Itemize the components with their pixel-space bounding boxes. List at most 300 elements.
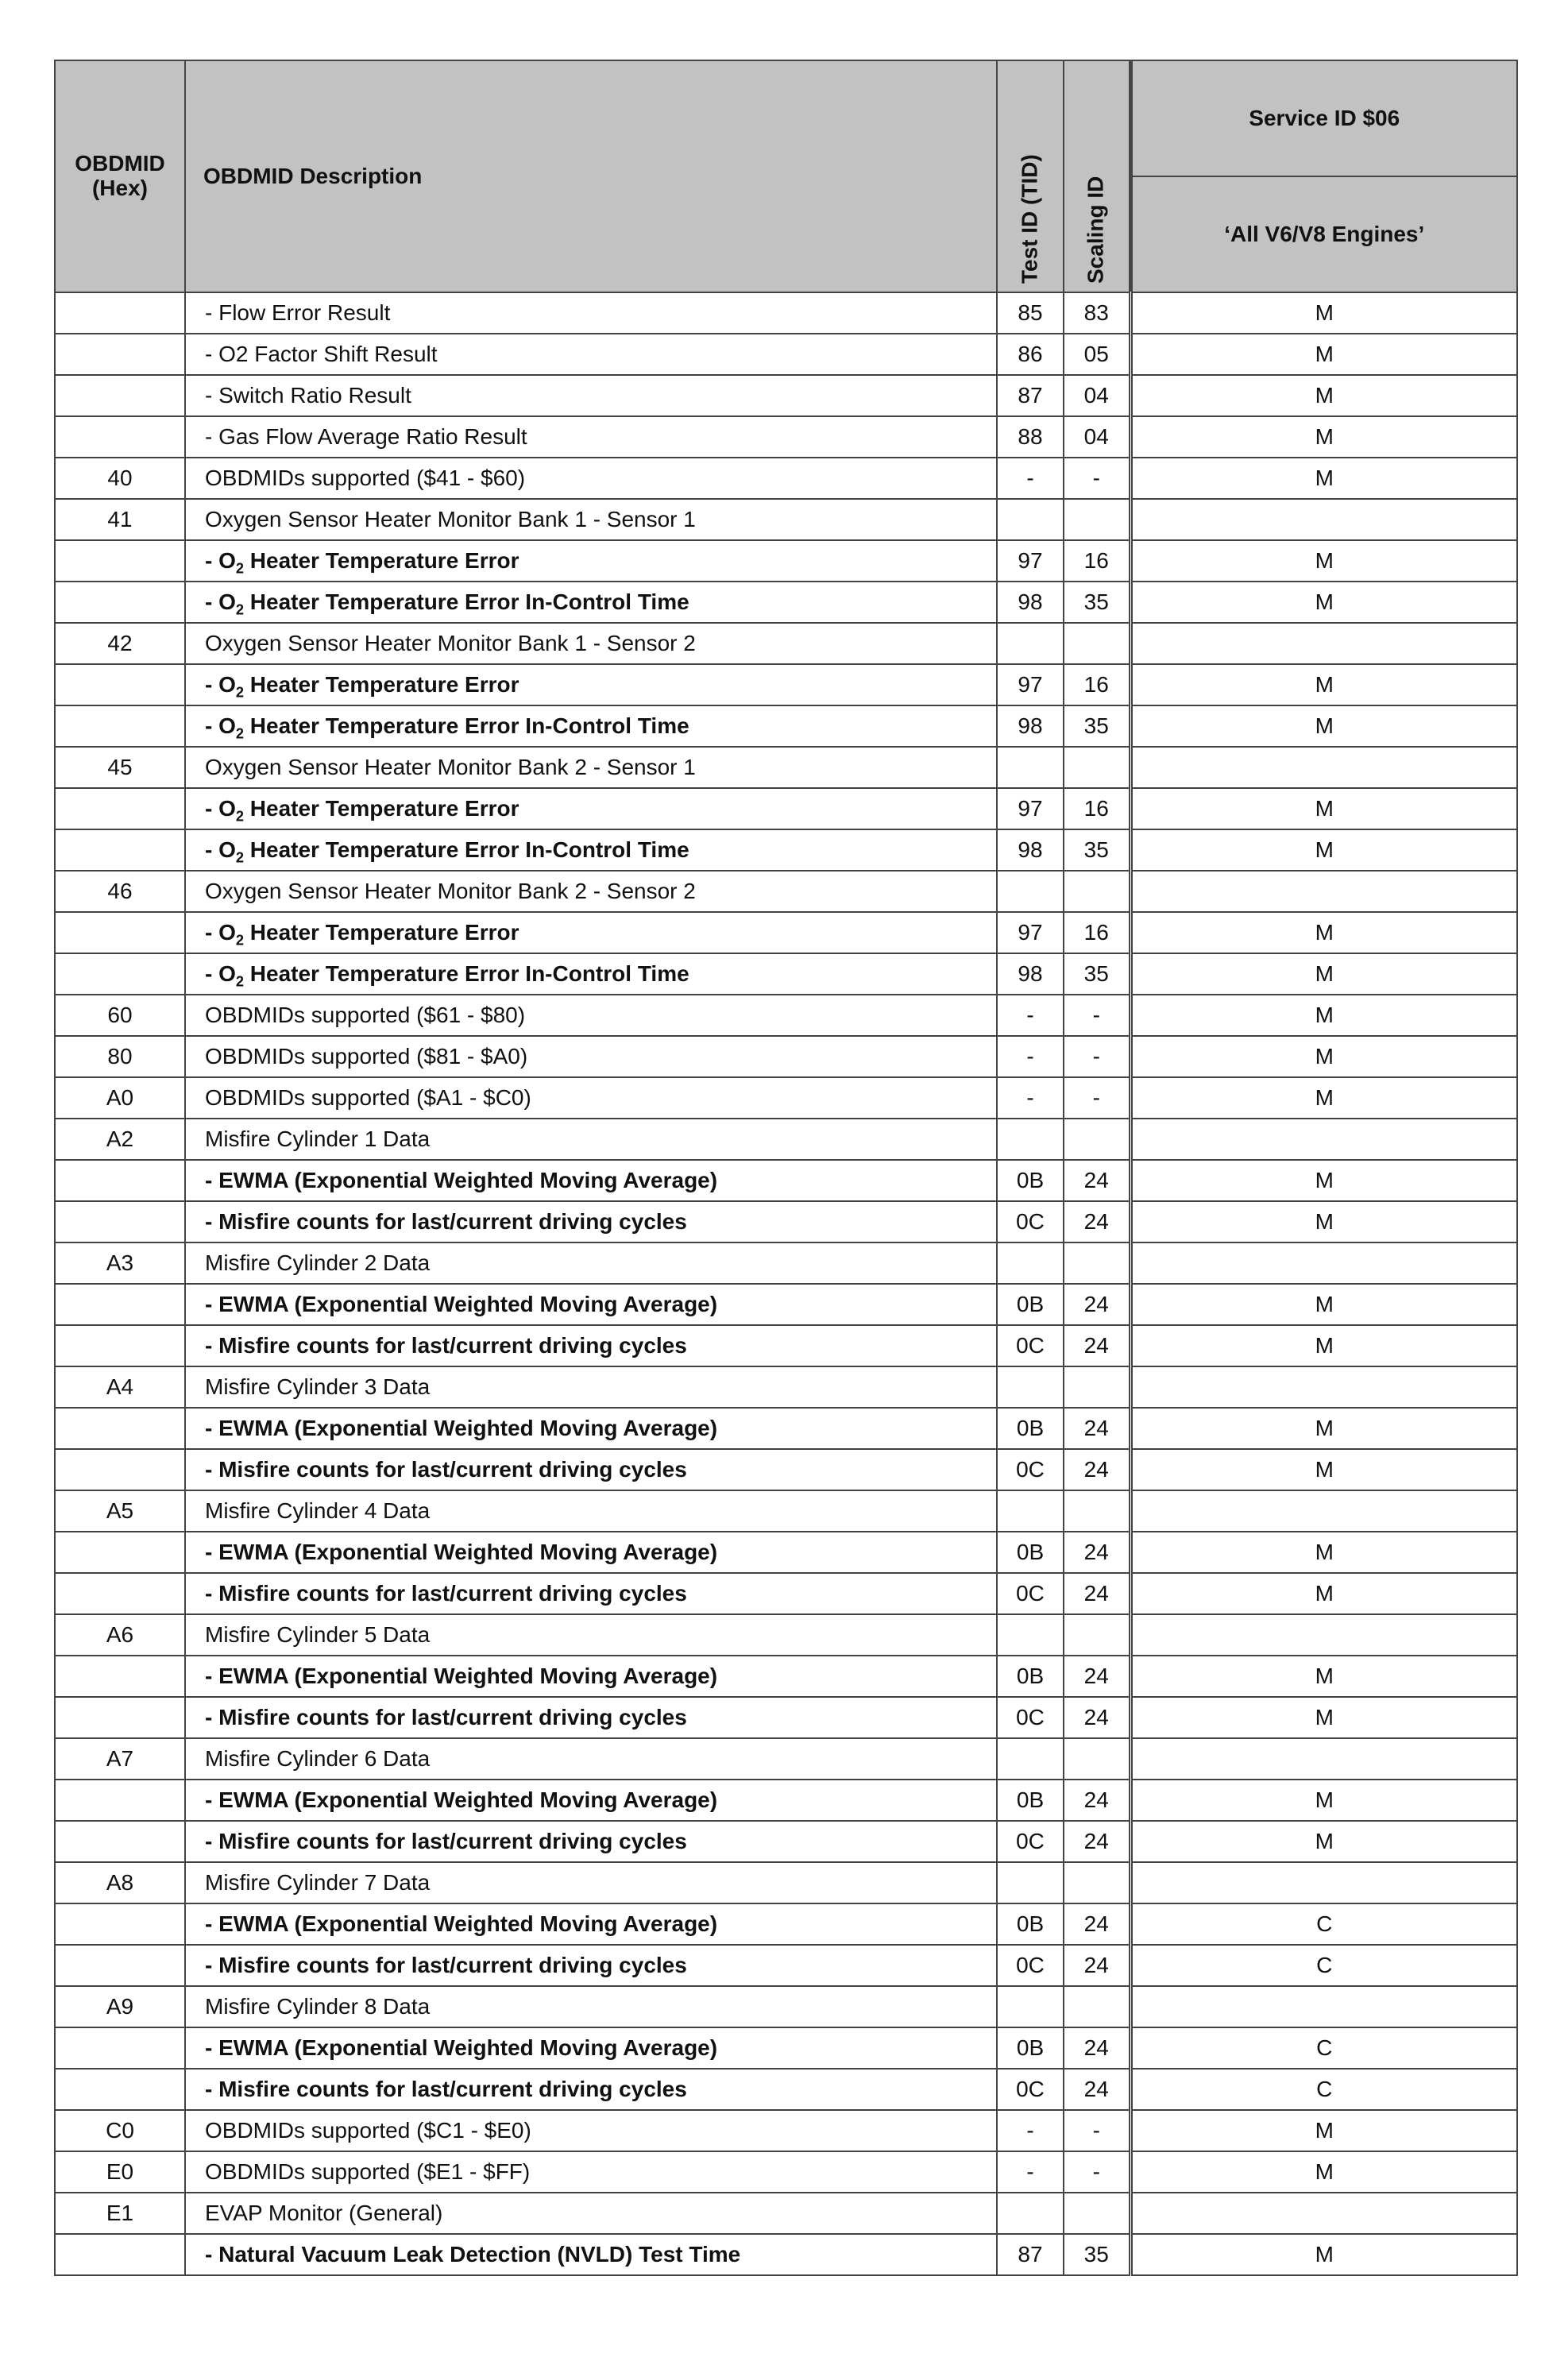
- obdmid-cell: C0: [55, 2110, 185, 2151]
- description-cell: Misfire Cylinder 4 Data: [185, 1490, 997, 1532]
- requirement-cell: M: [1130, 1036, 1517, 1077]
- scaling-id-cell: 24: [1064, 1780, 1130, 1821]
- requirement-cell: M: [1130, 912, 1517, 953]
- obdmid-cell: 80: [55, 1036, 185, 1077]
- table-row: [55, 1408, 1517, 1449]
- header-test-id-label: Test ID (TID): [1017, 154, 1042, 284]
- obdmid-cell: 60: [55, 995, 185, 1036]
- o2-prefix: - $O_2$: [205, 589, 245, 618]
- o2-prefix: - $O_2$: [205, 671, 245, 701]
- description-text: Heater Temperature Error: [249, 671, 519, 697]
- description-cell: [185, 912, 997, 953]
- obdmid-cell: [55, 1449, 185, 1490]
- scaling-id-cell: -: [1064, 1077, 1130, 1119]
- description-cell: [185, 540, 997, 582]
- description-cell: [185, 953, 997, 995]
- description-cell: Oxygen Sensor Heater Monitor Bank 1 - Sensor 1: [185, 499, 997, 540]
- obdmid-cell: [55, 416, 185, 458]
- description-cell: Misfire Cylinder 5 Data: [185, 1614, 997, 1656]
- description-cell: - O2 Factor Shift Result: [185, 334, 997, 375]
- scaling-id-cell: 24: [1064, 1449, 1130, 1490]
- scaling-id-cell: 35: [1064, 829, 1130, 871]
- o2-prefix: - $O_2$: [205, 960, 245, 990]
- test-id-cell: 98: [997, 829, 1064, 871]
- table-row: [55, 499, 1517, 540]
- obdmid-cell: [55, 1284, 185, 1325]
- description-cell: - Misfire counts for last/current driving cycles: [185, 1697, 997, 1738]
- description-cell: OBDMIDs supported ($E1 - $FF): [185, 2151, 997, 2193]
- description-cell: - Misfire counts for last/current driving cycles: [185, 1821, 997, 1862]
- scaling-id-cell: [1064, 1862, 1130, 1903]
- obdmid-cell: [55, 953, 185, 995]
- requirement-cell: M: [1130, 788, 1517, 829]
- table-row: [55, 1284, 1517, 1325]
- obdmid-cell: E1: [55, 2193, 185, 2234]
- table-row: [55, 334, 1517, 375]
- scaling-id-cell: -: [1064, 1036, 1130, 1077]
- description-text: Heater Temperature Error In-Control Time: [249, 837, 689, 862]
- requirement-cell: [1130, 1119, 1517, 1160]
- o2-prefix: - $O_2$: [205, 919, 245, 949]
- requirement-cell: M: [1130, 540, 1517, 582]
- obdmid-cell: [55, 664, 185, 705]
- description-cell: Oxygen Sensor Heater Monitor Bank 1 - Sensor 2: [185, 623, 997, 664]
- obdmid-cell: [55, 2069, 185, 2110]
- test-id-cell: 0C: [997, 1945, 1064, 1986]
- requirement-cell: [1130, 499, 1517, 540]
- scaling-id-cell: -: [1064, 2110, 1130, 2151]
- test-id-cell: -: [997, 995, 1064, 1036]
- scaling-id-cell: 24: [1064, 1656, 1130, 1697]
- table-body: [55, 292, 1517, 2275]
- scaling-id-cell: [1064, 871, 1130, 912]
- obdmid-cell: A8: [55, 1862, 185, 1903]
- requirement-cell: [1130, 871, 1517, 912]
- requirement-cell: M: [1130, 1284, 1517, 1325]
- obdmid-cell: 42: [55, 623, 185, 664]
- requirement-cell: M: [1130, 1408, 1517, 1449]
- requirement-cell: M: [1130, 416, 1517, 458]
- obdmid-cell: [55, 292, 185, 334]
- obdmid-cell: 41: [55, 499, 185, 540]
- obdmid-cell: [55, 1656, 185, 1697]
- test-id-cell: -: [997, 1077, 1064, 1119]
- obdmid-cell: A5: [55, 1490, 185, 1532]
- scaling-id-cell: 24: [1064, 1821, 1130, 1862]
- obdmid-cell: [55, 1408, 185, 1449]
- description-cell: Oxygen Sensor Heater Monitor Bank 2 - Sensor 2: [185, 871, 997, 912]
- requirement-cell: [1130, 747, 1517, 788]
- obdmid-cell: A2: [55, 1119, 185, 1160]
- description-text: Heater Temperature Error: [249, 547, 519, 573]
- requirement-cell: [1130, 2193, 1517, 2234]
- description-cell: Misfire Cylinder 7 Data: [185, 1862, 997, 1903]
- test-id-cell: 88: [997, 416, 1064, 458]
- test-id-cell: 0C: [997, 1201, 1064, 1242]
- requirement-cell: M: [1130, 292, 1517, 334]
- requirement-cell: [1130, 1366, 1517, 1408]
- test-id-cell: 98: [997, 582, 1064, 623]
- table-row: [55, 1780, 1517, 1821]
- obdmid-cell: [55, 705, 185, 747]
- description-cell: [185, 788, 997, 829]
- requirement-cell: M: [1130, 995, 1517, 1036]
- obdmid-cell: [55, 912, 185, 953]
- description-cell: - EWMA (Exponential Weighted Moving Average): [185, 1408, 997, 1449]
- scaling-id-cell: 04: [1064, 375, 1130, 416]
- table-row: [55, 1532, 1517, 1573]
- test-id-cell: [997, 1862, 1064, 1903]
- requirement-cell: M: [1130, 1325, 1517, 1366]
- description-text: Heater Temperature Error In-Control Time: [249, 713, 689, 738]
- description-text: Heater Temperature Error In-Control Time: [249, 960, 689, 986]
- test-id-cell: 0B: [997, 1903, 1064, 1945]
- test-id-cell: 98: [997, 953, 1064, 995]
- test-id-cell: 0B: [997, 1408, 1064, 1449]
- requirement-cell: M: [1130, 829, 1517, 871]
- description-cell: Misfire Cylinder 3 Data: [185, 1366, 997, 1408]
- obdmid-cell: [55, 829, 185, 871]
- table-row: [55, 871, 1517, 912]
- requirement-cell: [1130, 1986, 1517, 2027]
- test-id-cell: 97: [997, 664, 1064, 705]
- table-row: [55, 1490, 1517, 1532]
- obdmid-cell: A0: [55, 1077, 185, 1119]
- test-id-cell: [997, 1242, 1064, 1284]
- requirement-cell: M: [1130, 1821, 1517, 1862]
- scaling-id-cell: [1064, 499, 1130, 540]
- obdmid-cell: A3: [55, 1242, 185, 1284]
- description-cell: [185, 582, 997, 623]
- header-engine-group: ‘All V6/V8 Engines’: [1130, 176, 1517, 292]
- scaling-id-cell: [1064, 1614, 1130, 1656]
- scaling-id-cell: 24: [1064, 1325, 1130, 1366]
- test-id-cell: 85: [997, 292, 1064, 334]
- test-id-cell: 0B: [997, 1532, 1064, 1573]
- obdmid-cell: [55, 334, 185, 375]
- description-text: Heater Temperature Error In-Control Time: [249, 589, 689, 614]
- table-row: [55, 1242, 1517, 1284]
- obdmid-cell: [55, 2027, 185, 2069]
- obdmid-cell: A7: [55, 1738, 185, 1780]
- description-text: Heater Temperature Error: [249, 795, 519, 821]
- requirement-cell: C: [1130, 2027, 1517, 2069]
- requirement-cell: M: [1130, 2110, 1517, 2151]
- scaling-id-cell: -: [1064, 995, 1130, 1036]
- test-id-cell: 0B: [997, 1780, 1064, 1821]
- description-cell: [185, 664, 997, 705]
- test-id-cell: 97: [997, 540, 1064, 582]
- scaling-id-cell: 24: [1064, 2027, 1130, 2069]
- requirement-cell: M: [1130, 375, 1517, 416]
- description-cell: - Gas Flow Average Ratio Result: [185, 416, 997, 458]
- test-id-cell: [997, 1986, 1064, 2027]
- description-cell: OBDMIDs supported ($A1 - $C0): [185, 1077, 997, 1119]
- test-id-cell: 98: [997, 705, 1064, 747]
- header-test-id: [997, 60, 1064, 292]
- requirement-cell: M: [1130, 458, 1517, 499]
- table-row: [55, 2110, 1517, 2151]
- table-row: [55, 1697, 1517, 1738]
- description-cell: - Switch Ratio Result: [185, 375, 997, 416]
- table-row: [55, 2151, 1517, 2193]
- test-id-cell: 0B: [997, 1160, 1064, 1201]
- test-id-cell: 86: [997, 334, 1064, 375]
- description-cell: - EWMA (Exponential Weighted Moving Average): [185, 1284, 997, 1325]
- scaling-id-cell: 04: [1064, 416, 1130, 458]
- requirement-cell: M: [1130, 334, 1517, 375]
- table-row: [55, 1945, 1517, 1986]
- table-row: [55, 664, 1517, 705]
- description-cell: OBDMIDs supported ($61 - $80): [185, 995, 997, 1036]
- description-cell: OBDMIDs supported ($41 - $60): [185, 458, 997, 499]
- requirement-cell: [1130, 1862, 1517, 1903]
- scaling-id-cell: 16: [1064, 664, 1130, 705]
- header-description: OBDMID Description: [185, 60, 997, 292]
- table-row: [55, 1077, 1517, 1119]
- o2-prefix: - $O_2$: [205, 795, 245, 825]
- header-obdmid-hex: [55, 60, 185, 292]
- test-id-cell: -: [997, 1036, 1064, 1077]
- requirement-cell: M: [1130, 2234, 1517, 2275]
- obdmid-cell: E0: [55, 2151, 185, 2193]
- table-row: [55, 1036, 1517, 1077]
- obdmid-cell: A6: [55, 1614, 185, 1656]
- test-id-cell: 0C: [997, 1325, 1064, 1366]
- table-row: [55, 1903, 1517, 1945]
- scaling-id-cell: -: [1064, 2151, 1130, 2193]
- description-cell: Misfire Cylinder 6 Data: [185, 1738, 997, 1780]
- scaling-id-cell: 24: [1064, 1945, 1130, 1986]
- table-row: [55, 458, 1517, 499]
- description-cell: OBDMIDs supported ($C1 - $E0): [185, 2110, 997, 2151]
- test-id-cell: 0C: [997, 1697, 1064, 1738]
- description-cell: - EWMA (Exponential Weighted Moving Average): [185, 1160, 997, 1201]
- test-id-cell: [997, 1119, 1064, 1160]
- test-id-cell: 0C: [997, 2069, 1064, 2110]
- obdmid-cell: [55, 375, 185, 416]
- description-cell: - Natural Vacuum Leak Detection (NVLD) Test Time: [185, 2234, 997, 2275]
- scaling-id-cell: [1064, 1119, 1130, 1160]
- obdmid-cell: [55, 1821, 185, 1862]
- scaling-id-cell: [1064, 1490, 1130, 1532]
- description-cell: - Misfire counts for last/current driving cycles: [185, 2069, 997, 2110]
- description-cell: [185, 705, 997, 747]
- test-id-cell: 0B: [997, 1656, 1064, 1697]
- obdmid-cell: [55, 1945, 185, 1986]
- description-cell: Oxygen Sensor Heater Monitor Bank 2 - Sensor 1: [185, 747, 997, 788]
- table-row: [55, 582, 1517, 623]
- requirement-cell: M: [1130, 1573, 1517, 1614]
- table-row: [55, 1366, 1517, 1408]
- obdmid-cell: [55, 1160, 185, 1201]
- table-row: [55, 1821, 1517, 1862]
- obdmid-cell: 46: [55, 871, 185, 912]
- table-row: [55, 2069, 1517, 2110]
- table-row: [55, 1656, 1517, 1697]
- requirement-cell: M: [1130, 1780, 1517, 1821]
- test-id-cell: [997, 1614, 1064, 1656]
- test-id-cell: 0C: [997, 1573, 1064, 1614]
- requirement-cell: M: [1130, 1697, 1517, 1738]
- test-id-cell: -: [997, 458, 1064, 499]
- description-cell: - Misfire counts for last/current driving cycles: [185, 1449, 997, 1490]
- table-row: [55, 995, 1517, 1036]
- requirement-cell: [1130, 1738, 1517, 1780]
- requirement-cell: M: [1130, 2151, 1517, 2193]
- obdmid-cell: A9: [55, 1986, 185, 2027]
- table-row: [55, 788, 1517, 829]
- scaling-id-cell: 05: [1064, 334, 1130, 375]
- description-cell: Misfire Cylinder 8 Data: [185, 1986, 997, 2027]
- test-id-cell: [997, 1366, 1064, 1408]
- test-id-cell: 97: [997, 912, 1064, 953]
- requirement-cell: M: [1130, 582, 1517, 623]
- description-cell: - EWMA (Exponential Weighted Moving Average): [185, 1903, 997, 1945]
- obdmid-table: [54, 60, 1518, 2276]
- test-id-cell: [997, 499, 1064, 540]
- description-cell: - Misfire counts for last/current driving cycles: [185, 1945, 997, 1986]
- requirement-cell: M: [1130, 705, 1517, 747]
- scaling-id-cell: 16: [1064, 912, 1130, 953]
- table-row: [55, 1160, 1517, 1201]
- scaling-id-cell: 35: [1064, 705, 1130, 747]
- test-id-cell: [997, 747, 1064, 788]
- o2-prefix: - $O_2$: [205, 713, 245, 742]
- scaling-id-cell: [1064, 1738, 1130, 1780]
- requirement-cell: C: [1130, 1945, 1517, 1986]
- scaling-id-cell: 35: [1064, 953, 1130, 995]
- table-row: [55, 1325, 1517, 1366]
- table-row: [55, 1119, 1517, 1160]
- obdmid-cell: 45: [55, 747, 185, 788]
- obdmid-cell: 40: [55, 458, 185, 499]
- table-row: [55, 1573, 1517, 1614]
- table-row: [55, 912, 1517, 953]
- requirement-cell: M: [1130, 953, 1517, 995]
- requirement-cell: [1130, 1614, 1517, 1656]
- test-id-cell: -: [997, 2110, 1064, 2151]
- obdmid-cell: [55, 1532, 185, 1573]
- scaling-id-cell: 24: [1064, 2069, 1130, 2110]
- description-cell: - Flow Error Result: [185, 292, 997, 334]
- header-obdmid-line1: OBDMID: [75, 151, 165, 176]
- table-row: [55, 2193, 1517, 2234]
- scaling-id-cell: -: [1064, 458, 1130, 499]
- description-cell: - Misfire counts for last/current driving cycles: [185, 1573, 997, 1614]
- scaling-id-cell: 24: [1064, 1284, 1130, 1325]
- scaling-id-cell: 16: [1064, 540, 1130, 582]
- description-text: Heater Temperature Error: [249, 919, 519, 945]
- requirement-cell: C: [1130, 2069, 1517, 2110]
- scaling-id-cell: [1064, 747, 1130, 788]
- requirement-cell: M: [1130, 664, 1517, 705]
- test-id-cell: [997, 1738, 1064, 1780]
- table-row: [55, 1862, 1517, 1903]
- requirement-cell: [1130, 1490, 1517, 1532]
- description-cell: - Misfire counts for last/current driving cycles: [185, 1325, 997, 1366]
- requirement-cell: M: [1130, 1201, 1517, 1242]
- scaling-id-cell: 24: [1064, 1532, 1130, 1573]
- requirement-cell: C: [1130, 1903, 1517, 1945]
- test-id-cell: 0B: [997, 1284, 1064, 1325]
- scaling-id-cell: 35: [1064, 582, 1130, 623]
- header-scaling-id-label: Scaling ID: [1083, 176, 1108, 284]
- test-id-cell: [997, 1490, 1064, 1532]
- table-row: [55, 416, 1517, 458]
- description-cell: [185, 829, 997, 871]
- description-cell: Misfire Cylinder 2 Data: [185, 1242, 997, 1284]
- test-id-cell: 0B: [997, 2027, 1064, 2069]
- header-scaling-id: [1064, 60, 1130, 292]
- requirement-cell: [1130, 623, 1517, 664]
- test-id-cell: 87: [997, 2234, 1064, 2275]
- description-cell: - EWMA (Exponential Weighted Moving Average): [185, 1532, 997, 1573]
- table-row: [55, 2234, 1517, 2275]
- obdmid-cell: [55, 788, 185, 829]
- scaling-id-cell: 83: [1064, 292, 1130, 334]
- test-id-cell: -: [997, 2151, 1064, 2193]
- requirement-cell: M: [1130, 1077, 1517, 1119]
- table-row: [55, 1986, 1517, 2027]
- table-row: [55, 540, 1517, 582]
- o2-prefix: - $O_2$: [205, 547, 245, 577]
- table-row: [55, 1738, 1517, 1780]
- table-row: [55, 1614, 1517, 1656]
- table-row: [55, 2027, 1517, 2069]
- obdmid-cell: A4: [55, 1366, 185, 1408]
- obdmid-cell: [55, 1573, 185, 1614]
- scaling-id-cell: [1064, 1242, 1130, 1284]
- obdmid-cell: [55, 1697, 185, 1738]
- obdmid-cell: [55, 1903, 185, 1945]
- scaling-id-cell: [1064, 1986, 1130, 2027]
- requirement-cell: M: [1130, 1449, 1517, 1490]
- requirement-cell: [1130, 1242, 1517, 1284]
- scaling-id-cell: 24: [1064, 1408, 1130, 1449]
- table-row: [55, 1449, 1517, 1490]
- table-row: [55, 747, 1517, 788]
- obdmid-cell: [55, 582, 185, 623]
- test-id-cell: [997, 2193, 1064, 2234]
- scaling-id-cell: 24: [1064, 1160, 1130, 1201]
- obdmid-cell: [55, 2234, 185, 2275]
- scaling-id-cell: 35: [1064, 2234, 1130, 2275]
- test-id-cell: 0C: [997, 1821, 1064, 1862]
- table-row: [55, 623, 1517, 664]
- header-service-id: Service ID $06: [1130, 60, 1517, 176]
- requirement-cell: M: [1130, 1160, 1517, 1201]
- obdmid-cell: [55, 1201, 185, 1242]
- header-obdmid-line2: (Hex): [91, 176, 148, 200]
- scaling-id-cell: 24: [1064, 1201, 1130, 1242]
- table-row: [55, 829, 1517, 871]
- requirement-cell: M: [1130, 1656, 1517, 1697]
- obdmid-cell: [55, 540, 185, 582]
- test-id-cell: 97: [997, 788, 1064, 829]
- test-id-cell: 87: [997, 375, 1064, 416]
- test-id-cell: 0C: [997, 1449, 1064, 1490]
- table-row: [55, 1201, 1517, 1242]
- scaling-id-cell: [1064, 2193, 1130, 2234]
- description-cell: OBDMIDs supported ($81 - $A0): [185, 1036, 997, 1077]
- test-id-cell: [997, 623, 1064, 664]
- o2-prefix: - $O_2$: [205, 837, 245, 866]
- table-row: [55, 705, 1517, 747]
- scaling-id-cell: [1064, 623, 1130, 664]
- scaling-id-cell: 16: [1064, 788, 1130, 829]
- description-cell: - Misfire counts for last/current driving cycles: [185, 1201, 997, 1242]
